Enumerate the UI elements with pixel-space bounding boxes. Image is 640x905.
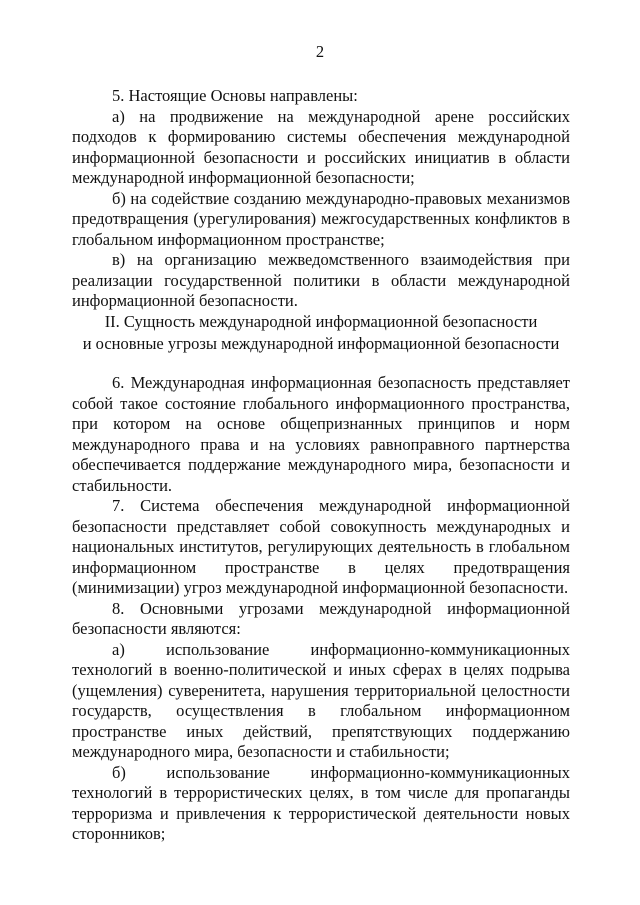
section-heading-line-2: и основные угрозы международной информационной безопасности (82, 334, 560, 353)
paragraph-5-intro: 5. Настоящие Основы направлены: (112, 86, 358, 105)
paragraph-8a: а) использование информационно-коммуникационных технологий в военно-политической и иных сферах в целях подрыва (ущемления) суверенитета, нарушения территориальной целостности государств, осуществления в глобальном информационном пространстве иных действий, препятствующих поддержанию международного мира, безопасности и стабильности; (72, 639, 570, 761)
paragraph-5b: б) на содействие созданию международно-правовых механизмов предотвращения (урегулирования) межгосударственных конфликтов в глобальном информационном пространстве; (72, 188, 570, 249)
section-heading-line-1: II. Сущность международной информационной безопасности (104, 312, 538, 331)
section-heading (72, 311, 570, 355)
paragraph-8-intro: 8. Основными угрозами международной информационной безопасности являются: (72, 598, 570, 638)
page-number: 2 (315, 42, 325, 61)
section-directions (72, 86, 570, 312)
paragraph-6: 6. Международная информационная безопасность представляет собой такое состояние глобального информационного пространства, при котором на основе общепризнанных принципов и норм международного права и на условиях равноправного партнерства обеспечивается поддержание международного мира, безопасности и стабильности. (72, 373, 570, 495)
paragraph-8b: б) использование информационно-коммуникационных технологий в террористических целях, в том числе для пропаганды терроризма и привлечения к террористической деятельности новых сторонников; (72, 762, 570, 843)
paragraph-5a: а) на продвижение на международной арене российских подходов к формированию системы обеспечения международной информационной безопасности и российских инициатив в области международной информационной безопасности; (72, 106, 570, 187)
paragraph-5c: в) на организацию межведомственного взаимодействия при реализации государственной политики в области международной информационной безопасности. (72, 250, 570, 310)
paragraph-7: 7. Система обеспечения международной информационной безопасности представляет собой совокупность международных и национальных институтов, регулирующих деятельность в глобальном информационном пространстве в целях предотвращения (минимизации) угроз международной информационной безопасности. (72, 496, 570, 597)
section-essence (72, 373, 570, 845)
